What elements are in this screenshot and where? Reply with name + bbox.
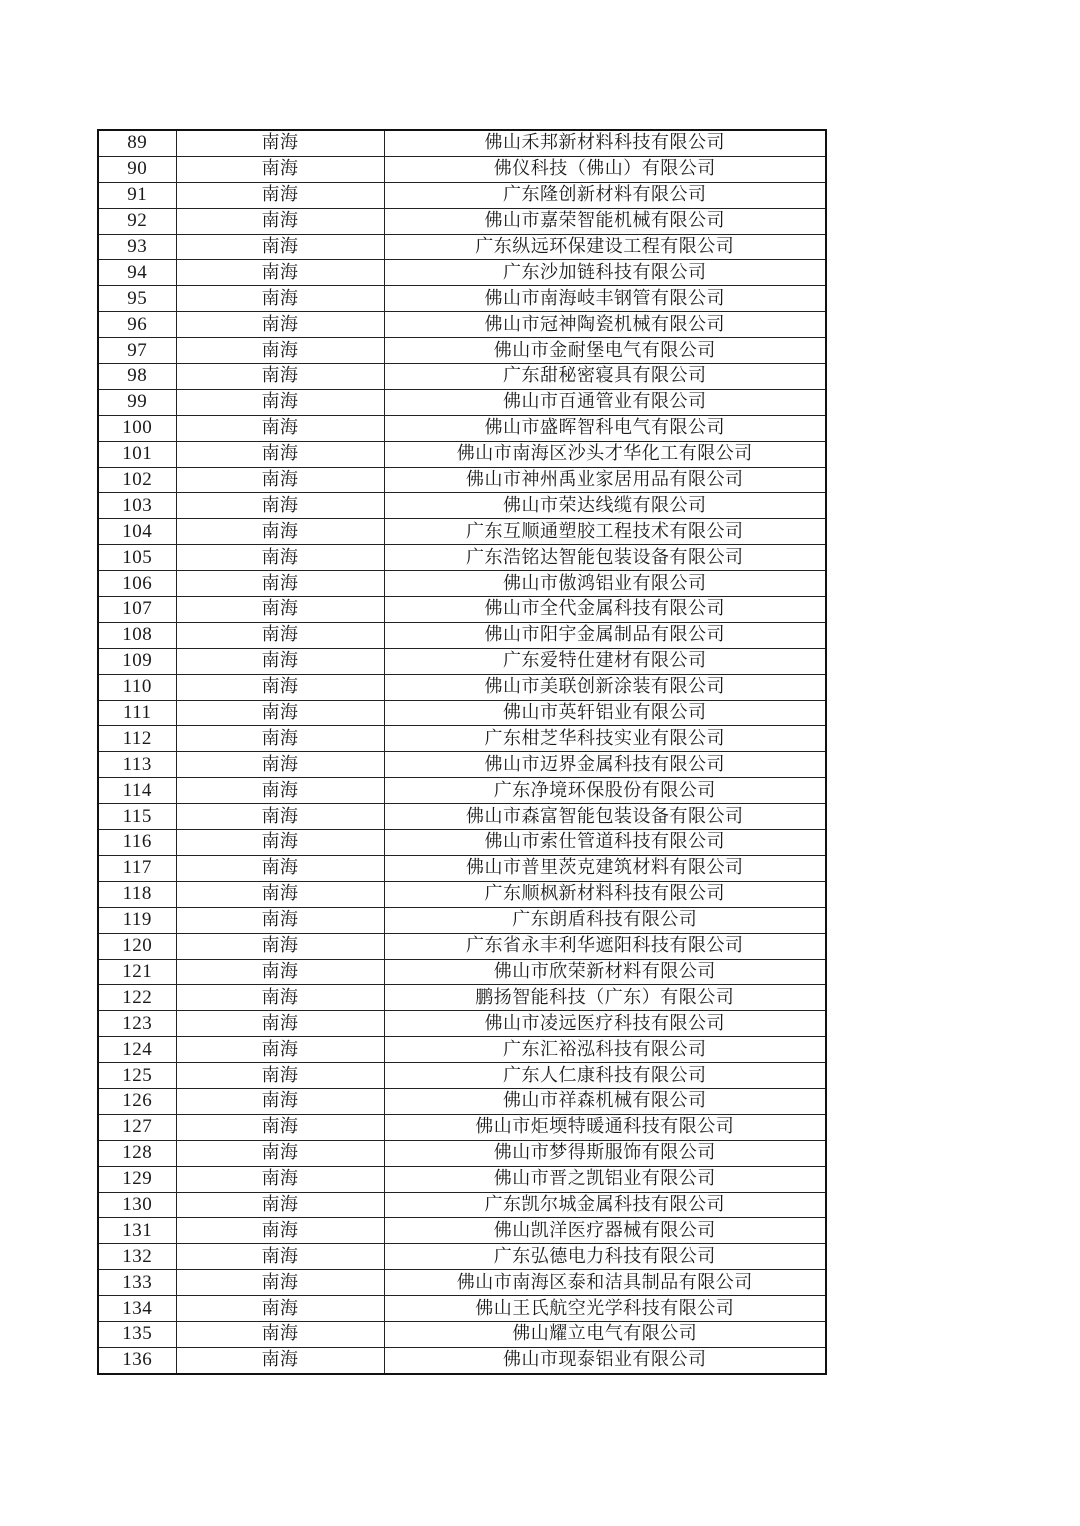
row-number-cell: 109 [98,648,176,674]
company-name-cell: 广东互顺通塑胶工程技术有限公司 [384,519,826,545]
row-number-cell: 98 [98,364,176,390]
table-row [98,907,826,933]
company-name-cell: 广东净境环保股份有限公司 [384,778,826,804]
row-number-cell: 96 [98,312,176,338]
row-number-cell: 121 [98,959,176,985]
district-cell: 南海 [176,338,384,364]
table-row [98,1192,826,1218]
row-number-cell: 114 [98,778,176,804]
district-cell: 南海 [176,830,384,856]
company-name-cell: 佛仪科技（佛山）有限公司 [384,156,826,182]
row-number-cell: 127 [98,1114,176,1140]
row-number-cell: 129 [98,1166,176,1192]
row-number-cell: 130 [98,1192,176,1218]
row-number-cell: 133 [98,1270,176,1296]
district-cell: 南海 [176,597,384,623]
company-name-cell: 广东朗盾科技有限公司 [384,907,826,933]
company-name-cell: 广东人仁康科技有限公司 [384,1063,826,1089]
table-row [98,286,826,312]
company-name-cell: 佛山市傲鸿铝业有限公司 [384,571,826,597]
table-row [98,467,826,493]
table-row [98,597,826,623]
table-row [98,830,826,856]
company-name-cell: 佛山市冠神陶瓷机械有限公司 [384,312,826,338]
row-number-cell: 126 [98,1088,176,1114]
company-name-cell: 佛山王氏航空光学科技有限公司 [384,1296,826,1322]
row-number-cell: 128 [98,1140,176,1166]
row-number-cell: 125 [98,1063,176,1089]
row-number-cell: 111 [98,700,176,726]
company-name-cell: 佛山市嘉荣智能机械有限公司 [384,208,826,234]
company-name-cell: 佛山市美联创新涂装有限公司 [384,674,826,700]
table-row [98,1218,826,1244]
district-cell: 南海 [176,1192,384,1218]
company-name-cell: 广东汇裕泓科技有限公司 [384,1037,826,1063]
district-cell: 南海 [176,648,384,674]
company-list-table [97,129,827,1375]
table-row [98,415,826,441]
company-name-cell: 广东省永丰利华遮阳科技有限公司 [384,933,826,959]
district-cell: 南海 [176,1037,384,1063]
district-cell: 南海 [176,1166,384,1192]
table-row [98,933,826,959]
district-cell: 南海 [176,1321,384,1347]
district-cell: 南海 [176,364,384,390]
district-cell: 南海 [176,234,384,260]
company-name-cell: 佛山市现泰铝业有限公司 [384,1347,826,1373]
row-number-cell: 119 [98,907,176,933]
row-number-cell: 120 [98,933,176,959]
company-name-cell: 广东纵远环保建设工程有限公司 [384,234,826,260]
district-cell: 南海 [176,415,384,441]
row-number-cell: 102 [98,467,176,493]
company-name-cell: 广东弘德电力科技有限公司 [384,1244,826,1270]
district-cell: 南海 [176,985,384,1011]
row-number-cell: 116 [98,830,176,856]
table-row [98,804,826,830]
table-row [98,622,826,648]
table-row [98,130,826,156]
company-name-cell: 佛山市祥森机械有限公司 [384,1088,826,1114]
row-number-cell: 104 [98,519,176,545]
company-name-cell: 佛山市阳宇金属制品有限公司 [384,622,826,648]
district-cell: 南海 [176,467,384,493]
company-name-cell: 佛山市欣荣新材料有限公司 [384,959,826,985]
table-row [98,752,826,778]
table-row [98,208,826,234]
row-number-cell: 136 [98,1347,176,1373]
district-cell: 南海 [176,493,384,519]
table-row [98,1114,826,1140]
row-number-cell: 123 [98,1011,176,1037]
table-row [98,234,826,260]
row-number-cell: 118 [98,881,176,907]
table-row [98,519,826,545]
table-row [98,364,826,390]
district-cell: 南海 [176,778,384,804]
table-row [98,1088,826,1114]
table-row [98,985,826,1011]
row-number-cell: 112 [98,726,176,752]
row-number-cell: 106 [98,571,176,597]
row-number-cell: 91 [98,182,176,208]
company-name-cell: 佛山市梦得斯服饰有限公司 [384,1140,826,1166]
district-cell: 南海 [176,182,384,208]
row-number-cell: 93 [98,234,176,260]
row-number-cell: 99 [98,389,176,415]
row-number-cell: 103 [98,493,176,519]
company-name-cell: 广东柑芝华科技实业有限公司 [384,726,826,752]
district-cell: 南海 [176,933,384,959]
row-number-cell: 108 [98,622,176,648]
row-number-cell: 89 [98,130,176,156]
table-row [98,493,826,519]
row-number-cell: 132 [98,1244,176,1270]
company-name-cell: 佛山市金耐堡电气有限公司 [384,338,826,364]
row-number-cell: 115 [98,804,176,830]
district-cell: 南海 [176,1140,384,1166]
table-row [98,260,826,286]
table-row [98,441,826,467]
company-name-cell: 佛山市凌远医疗科技有限公司 [384,1011,826,1037]
table-row [98,1270,826,1296]
row-number-cell: 131 [98,1218,176,1244]
district-cell: 南海 [176,1347,384,1373]
district-cell: 南海 [176,441,384,467]
district-cell: 南海 [176,1270,384,1296]
row-number-cell: 135 [98,1321,176,1347]
company-name-cell: 佛山市晋之凯铝业有限公司 [384,1166,826,1192]
company-name-cell: 佛山市英轩铝业有限公司 [384,700,826,726]
district-cell: 南海 [176,1114,384,1140]
table-row [98,312,826,338]
company-name-cell: 佛山耀立电气有限公司 [384,1321,826,1347]
table-row [98,545,826,571]
row-number-cell: 100 [98,415,176,441]
company-name-cell: 广东隆创新材料有限公司 [384,182,826,208]
district-cell: 南海 [176,1063,384,1089]
company-name-cell: 佛山市盛晖智科电气有限公司 [384,415,826,441]
district-cell: 南海 [176,545,384,571]
district-cell: 南海 [176,881,384,907]
row-number-cell: 134 [98,1296,176,1322]
table-row [98,881,826,907]
district-cell: 南海 [176,389,384,415]
table-row [98,571,826,597]
company-name-cell: 佛山市神州禹业家居用品有限公司 [384,467,826,493]
district-cell: 南海 [176,1244,384,1270]
district-cell: 南海 [176,156,384,182]
company-name-cell: 广东沙加链科技有限公司 [384,260,826,286]
district-cell: 南海 [176,804,384,830]
district-cell: 南海 [176,700,384,726]
district-cell: 南海 [176,571,384,597]
company-name-cell: 广东浩铭达智能包装设备有限公司 [384,545,826,571]
district-cell: 南海 [176,622,384,648]
district-cell: 南海 [176,1218,384,1244]
table-row [98,778,826,804]
company-name-cell: 佛山市南海岐丰钢管有限公司 [384,286,826,312]
company-name-cell: 佛山市荣达线缆有限公司 [384,493,826,519]
company-name-cell: 佛山市南海区沙头才华化工有限公司 [384,441,826,467]
district-cell: 南海 [176,1011,384,1037]
company-name-cell: 广东凯尔城金属科技有限公司 [384,1192,826,1218]
row-number-cell: 117 [98,855,176,881]
row-number-cell: 113 [98,752,176,778]
district-cell: 南海 [176,674,384,700]
district-cell: 南海 [176,907,384,933]
company-name-cell: 佛山市南海区泰和洁具制品有限公司 [384,1270,826,1296]
company-name-cell: 佛山市普里茨克建筑材料有限公司 [384,855,826,881]
table-row [98,1321,826,1347]
district-cell: 南海 [176,260,384,286]
row-number-cell: 124 [98,1037,176,1063]
company-name-cell: 鹏扬智能科技（广东）有限公司 [384,985,826,1011]
district-cell: 南海 [176,855,384,881]
table-row [98,959,826,985]
table-row [98,1296,826,1322]
table-row [98,1166,826,1192]
table-row [98,1063,826,1089]
table-row [98,726,826,752]
company-name-cell: 佛山禾邦新材料科技有限公司 [384,130,826,156]
district-cell: 南海 [176,726,384,752]
table-row [98,389,826,415]
district-cell: 南海 [176,752,384,778]
table-row [98,648,826,674]
district-cell: 南海 [176,286,384,312]
table-row [98,1347,826,1373]
company-name-cell: 佛山市炬堧特暖通科技有限公司 [384,1114,826,1140]
table-row [98,1037,826,1063]
company-name-cell: 佛山市全代金属科技有限公司 [384,597,826,623]
company-name-cell: 佛山市百通管业有限公司 [384,389,826,415]
row-number-cell: 97 [98,338,176,364]
company-name-cell: 佛山市迈界金属科技有限公司 [384,752,826,778]
table-row [98,1140,826,1166]
row-number-cell: 122 [98,985,176,1011]
district-cell: 南海 [176,130,384,156]
company-name-cell: 佛山市索仕管道科技有限公司 [384,830,826,856]
row-number-cell: 90 [98,156,176,182]
row-number-cell: 105 [98,545,176,571]
district-cell: 南海 [176,959,384,985]
district-cell: 南海 [176,1088,384,1114]
district-cell: 南海 [176,312,384,338]
table-row [98,182,826,208]
company-name-cell: 广东爱特仕建材有限公司 [384,648,826,674]
table-row [98,156,826,182]
row-number-cell: 95 [98,286,176,312]
district-cell: 南海 [176,519,384,545]
table-row [98,1011,826,1037]
row-number-cell: 94 [98,260,176,286]
table-row [98,700,826,726]
company-name-cell: 广东顺枫新材料科技有限公司 [384,881,826,907]
company-name-cell: 广东甜秘密寝具有限公司 [384,364,826,390]
company-list-body [98,130,826,1374]
row-number-cell: 92 [98,208,176,234]
district-cell: 南海 [176,1296,384,1322]
row-number-cell: 107 [98,597,176,623]
district-cell: 南海 [176,208,384,234]
table-row [98,338,826,364]
company-name-cell: 佛山凯洋医疗器械有限公司 [384,1218,826,1244]
table-row [98,855,826,881]
table-row [98,674,826,700]
row-number-cell: 101 [98,441,176,467]
table-row [98,1244,826,1270]
company-name-cell: 佛山市森富智能包装设备有限公司 [384,804,826,830]
row-number-cell: 110 [98,674,176,700]
